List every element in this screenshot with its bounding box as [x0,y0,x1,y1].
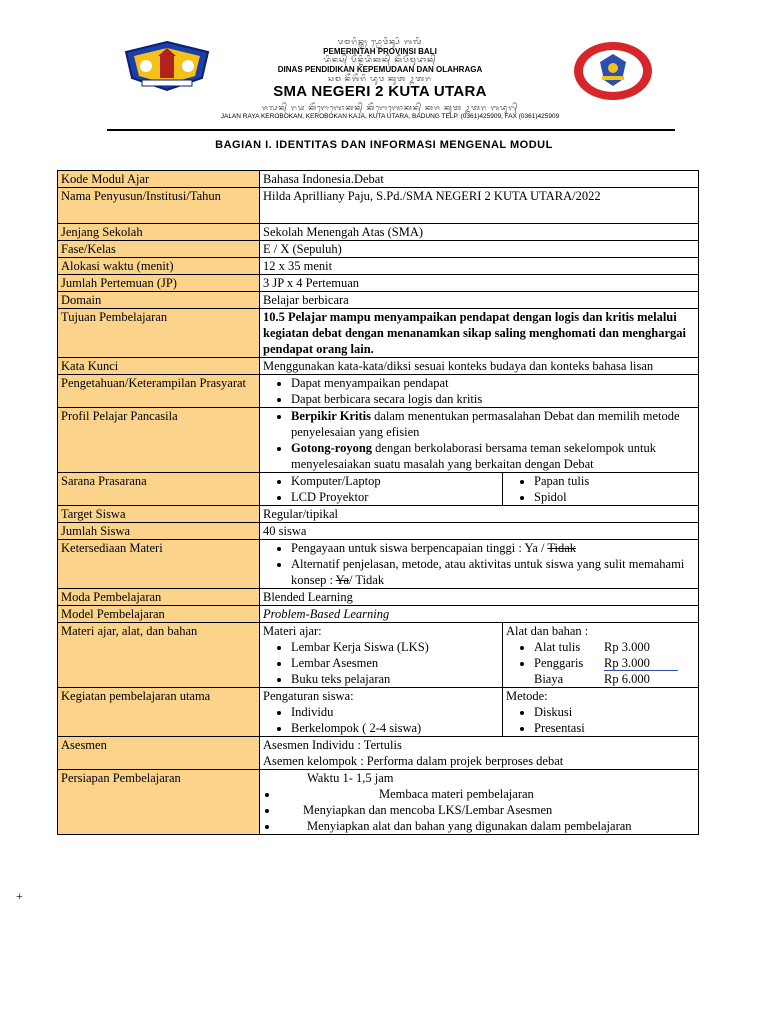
row-value: Problem-Based Learning [260,606,699,623]
list-item: • Lembar Asesmen [291,655,499,671]
row-label: Ketersediaan Materi [58,540,260,589]
row-label: Pengetahuan/Keterampilan Prasyarat [58,375,260,408]
row-value [260,540,699,589]
table-row [58,358,699,375]
method-heading: Metode: [506,689,548,703]
availability-text: / Tidak [349,573,385,587]
section-title: BAGIAN I. IDENTITAS DAN INFORMASI MENGENAL MODUL [215,139,553,151]
row-value: Menggunakan kata-kata/diksi sesuai konteks budaya dan konteks bahasa lisan [260,358,699,375]
assessment-individual: Asesmen Individu : Tertulis [263,738,402,752]
row-value [260,737,699,770]
row-value: Belajar berbicara [260,292,699,309]
page-mark: + [16,889,23,903]
table-row [58,737,699,770]
table-row [58,589,699,606]
table-row [58,275,699,292]
tool-name: Penggaris [534,656,584,670]
module-identity-table [57,170,699,835]
struck-option: Tidak [547,541,577,555]
row-label: Jenjang Sekolah [58,224,260,241]
total-price: Rp 6.000 [604,672,650,686]
row-label: Moda Pembelajaran [58,589,260,606]
row-label: Kata Kunci [58,358,260,375]
list-item: • Menyiapkan alat dan bahan yang digunakan dalam pembelajaran [279,818,695,834]
row-value: Bahasa Indonesia.Debat [260,171,699,188]
table-row [58,623,699,688]
row-label: Model Pembelajaran [58,606,260,623]
prep-duration: Waktu 1- 1,5 jam [307,771,394,785]
table-row [58,241,699,258]
table-row [58,606,699,623]
assessment-group: Asemen kelompok : Performa dalam projek berproses debat [263,754,564,768]
row-label: Kegiatan pembelajaran utama [58,688,260,737]
balinese-script-line: ᬧᬫᬭᬶᬦ᭄ᬢᬄ ᬧ᭄ᬭᭀᬯᬶᬦ᭄ᬲᬶ ᬩᬮᬶ [337,39,423,46]
table-row [58,258,699,275]
school-logo-icon [572,40,654,102]
row-value [260,623,699,688]
table-row [58,523,699,540]
row-label: Tujuan Pembelajaran [58,309,260,358]
row-value: 10.5 Pelajar mampu menyampaikan pendapat dengan logis dan kritis melalui kegiatan debat dengan menanamkan sikap saling menghomati dan menghargai pendapat orang lain. [260,309,699,358]
agency-name: DINAS PENDIDIKAN KEPEMUDAAN DAN OLAHRAGA [277,65,483,74]
government-name: PEMERINTAH PROVINSI BALI [323,47,437,56]
list-item: • Dapat menyampaikan pendapat [291,375,695,391]
list-item: • Berkelompok ( 2-4 siswa) [291,720,499,736]
table-row [58,292,699,309]
balinese-script-line: ᬲᬫ ᬦᭂᬕᭂᬭᬶ ᬤᬸᬯ ᬓᬸᬢ ᬉᬢᬭ [328,76,432,83]
row-label: Sarana Prasarana [58,473,260,506]
row-value [260,473,699,506]
row-label: Jumlah Siswa [58,523,260,540]
table-row [58,770,699,835]
tools-heading: Alat dan bahan : [506,624,589,638]
row-value: Sekolah Menengah Atas (SMA) [260,224,699,241]
list-item: • Lembar Kerja Siswa (LKS) [291,639,499,655]
row-value [260,375,699,408]
row-value: 40 siswa [260,523,699,540]
table-row [58,375,699,408]
school-name: SMA NEGERI 2 KUTA UTARA [273,83,487,100]
row-label: Kode Modul Ajar [58,171,260,188]
table-row [58,688,699,737]
row-value: E / X (Sepuluh) [260,241,699,258]
school-address: JALAN RAYA KEROBOKAN, KEROBOKAN KAJA, KUTA UTARA, BADUNG TELP. (0361)425909, FAX (0361)425909 [220,113,560,120]
row-value: 3 JP x 4 Pertemuan [260,275,699,292]
list-item [291,556,695,588]
row-value [260,688,699,737]
tool-name: Alat tulis [534,640,581,654]
row-label: Persiapan Pembelajaran [58,770,260,835]
table-row [58,224,699,241]
table-row [58,540,699,589]
profile-description: dalam menentukan permasalahan Debat dan memilih metode penyelesaian yang efisien [291,409,680,439]
list-item: • Dapat berbicara secara logis dan kritis [291,391,695,407]
table-row [58,309,699,358]
list-item: • Menyiapkan dan mencoba LKS/Lembar Asesmen [279,802,695,818]
table-row [58,408,699,473]
row-value: Hilda Aprilliany Paju, S.Pd./SMA NEGERI 2 KUTA UTARA/2022 [260,188,699,224]
tool-price: Rp 3.000 [604,640,650,654]
availability-text: Pengayaan untuk siswa berpencapaian tinggi : Ya / [291,541,548,555]
balinese-address-line: ᬚᬮᬦ᭄ ᬭᬬ ᬓᭂᬭᭀᬩᭀᬓᬦ᭄ ᬓᭂᬭᭀᬩᭀᬓᬦ᭄ ᬓᬚ ᬓᬸᬢ ᬉᬢᬭ ᬩᬤᬸᬗ᭄ [261,105,519,112]
list-item: • Membaca materi pembelajaran [279,786,695,802]
list-item [534,639,695,655]
list-item: • Komputer/Laptop [291,473,499,489]
table-row [58,171,699,188]
letterhead-divider [107,129,675,131]
row-label: Asesmen [58,737,260,770]
row-label: Alokasi waktu (menit) [58,258,260,275]
list-item: • Individu [291,704,499,720]
row-label: Materi ajar, alat, dan bahan [58,623,260,688]
total-label: Biaya [534,672,564,686]
list-item: • Spidol [534,489,695,505]
row-value: 12 x 35 menit [260,258,699,275]
tool-price: Rp 3.000 [604,656,678,671]
materials-heading: Materi ajar: [263,624,322,638]
row-value: Blended Learning [260,589,699,606]
row-label: Domain [58,292,260,309]
list-item [534,655,695,671]
row-label: Target Siswa [58,506,260,523]
row-label: Fase/Kelas [58,241,260,258]
table-row [58,506,699,523]
row-label: Nama Penyusun/Institusi/Tahun [58,188,260,224]
row-label: Profil Pelajar Pancasila [58,408,260,473]
struck-option: Ya [335,573,349,587]
bali-province-emblem-icon [122,40,212,92]
list-item: • Presentasi [534,720,695,736]
balinese-script-line: ᬤᬶᬦᬲ᭄ ᬧᭂᬦ᭄ᬤᬶᬤᬶᬓᬦ᭄ ᬓᭂᬧᭂᬫᬸᬤᬵᬦ᭄ [323,57,437,64]
table-row [58,473,699,506]
row-value: Regular/tipikal [260,506,699,523]
list-item: • Papan tulis [534,473,695,489]
row-value [260,408,699,473]
table-row [58,188,699,224]
list-item: • Buku teks pelajaran [291,671,499,687]
row-value [260,770,699,835]
list-item [291,440,695,472]
letterhead [0,0,768,135]
profile-description: dengan berkolaborasi bersama teman sekelompok untuk menyelesaiakan suatu masalah yang berkaitan dengan Debat [291,441,656,471]
list-item: • LCD Proyektor [291,489,499,505]
row-label: Jumlah Pertemuan (JP) [58,275,260,292]
list-item: • Diskusi [534,704,695,720]
list-item [291,408,695,440]
grouping-heading: Pengaturan siswa: [263,689,354,703]
availability-text: Alternatif penjelasan, metode, atau aktivitas untuk siswa yang sulit memahami konsep : [291,557,685,587]
list-item [291,540,695,556]
profile-dimension: Berpikir Kritis [291,409,371,423]
profile-dimension: Gotong-royong [291,441,373,455]
